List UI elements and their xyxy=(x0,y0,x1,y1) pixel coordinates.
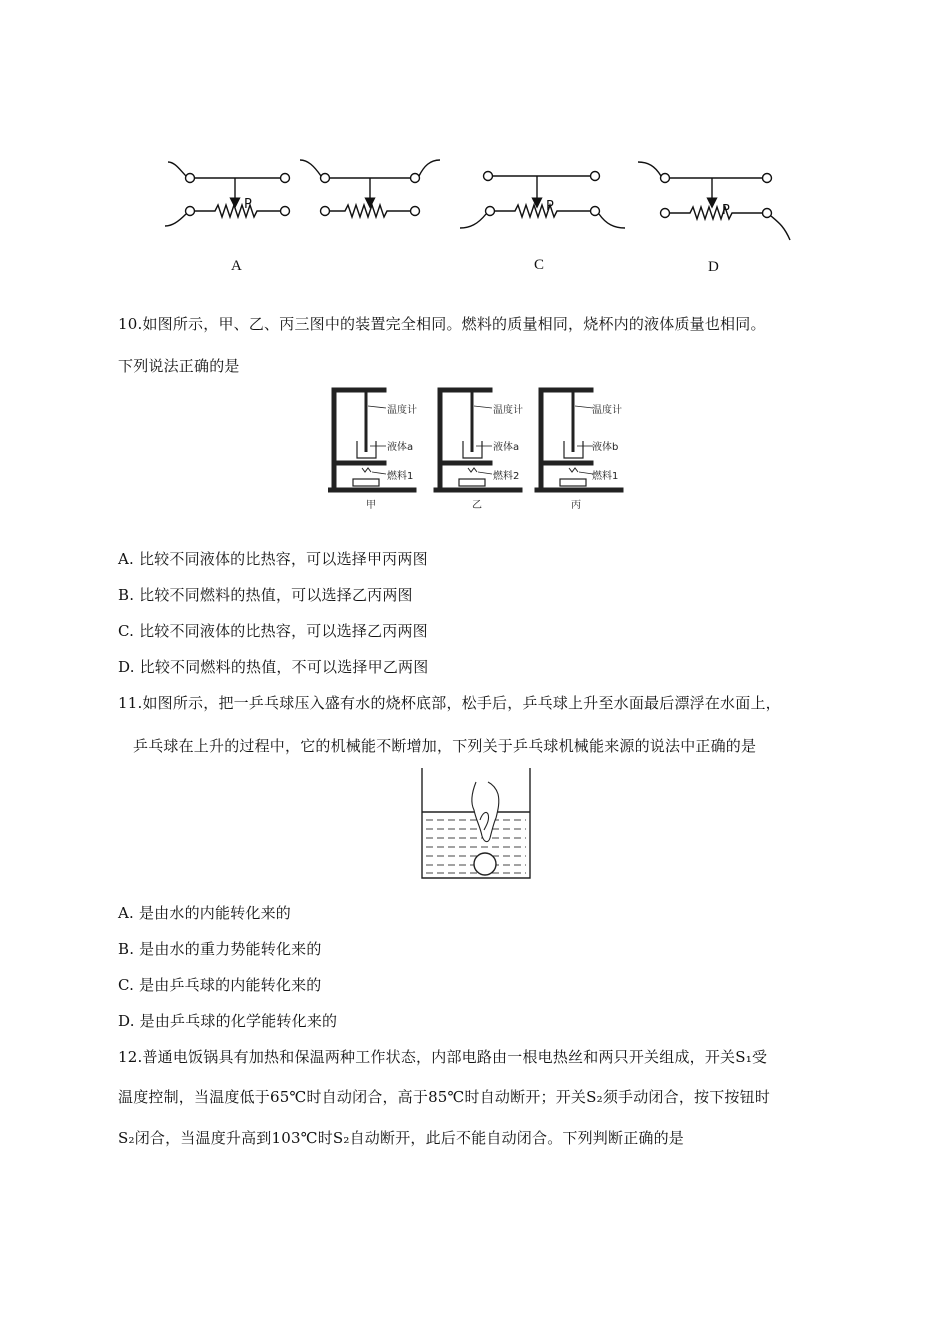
rheostat-a xyxy=(165,162,290,226)
liquid-label-3: 液体b xyxy=(592,442,619,453)
rheostat-b xyxy=(300,160,440,217)
caption-2: 乙 xyxy=(472,500,482,511)
option-label-c: C xyxy=(534,257,545,273)
q10-option-c: C. 比较不同液体的比热容，可以选择乙丙两图 xyxy=(118,622,428,640)
q10-option-d: D. 比较不同燃料的热值，不可以选择甲乙两图 xyxy=(118,658,429,676)
q10-stem-line1: 10.如图所示，甲、乙、丙三图中的装置完全相同。燃料的质量相同，烧杯内的液体质量也相同。 xyxy=(118,315,766,333)
thermometer-label-1: 温度计 xyxy=(387,405,417,416)
q11-option-d: D. 是由乒乓球的化学能转化来的 xyxy=(118,1012,338,1030)
q10-option-a: A. 比较不同液体的比热容，可以选择甲丙两图 xyxy=(118,550,428,568)
q11-stem-line1: 11.如图所示，把一乒乓球压入盛有水的烧杯底部，松手后，乒乓球上升至水面最后漂浮在水面上， xyxy=(118,694,781,712)
q12-line1: 12.普通电饭锅具有加热和保温两种工作状态，内部电路由一根电热丝和两只开关组成，开关S₁受 xyxy=(118,1048,768,1066)
q10-option-b: B. 比较不同燃料的热值，可以选择乙丙两图 xyxy=(118,586,413,604)
option-label-d: D xyxy=(708,259,719,275)
liquid-label-2: 液体a xyxy=(493,442,520,453)
option-label-a: A xyxy=(231,258,242,274)
heat-experiment-figure xyxy=(328,386,628,514)
liquid-label-1: 液体a xyxy=(387,442,414,453)
rheostat-d xyxy=(638,162,790,240)
fuel-label-2: 燃料2 xyxy=(493,471,520,482)
slider-label-d: P xyxy=(722,203,730,218)
q11-option-b: B. 是由水的重力势能转化来的 xyxy=(118,940,322,958)
pingpong-beaker-figure xyxy=(418,766,536,882)
thermometer-label-3: 温度计 xyxy=(592,405,622,416)
hand-icon xyxy=(472,782,499,842)
q11-option-c: C. 是由乒乓球的内能转化来的 xyxy=(118,976,322,994)
fuel-label-3: 燃料1 xyxy=(592,471,619,482)
pingpong-ball xyxy=(474,853,496,875)
rheostat-c xyxy=(460,172,625,229)
q10-stem-line2: 下列说法正确的是 xyxy=(118,357,240,375)
slider-label-c: P xyxy=(546,199,554,214)
fuel-label-1: 燃料1 xyxy=(387,471,414,482)
caption-3: 丙 xyxy=(571,500,581,511)
q12-line3: S₂闭合，当温度升高到103℃时S₂自动断开，此后不能自动闭合。下列判断正确的是 xyxy=(118,1129,684,1147)
slider-label-a: P xyxy=(244,197,252,212)
caption-1: 甲 xyxy=(366,500,376,511)
q11-stem-line2: 乒乓球在上升的过程中，它的机械能不断增加，下列关于乒乓球机械能来源的说法中正确的是 xyxy=(133,737,757,755)
q12-line2: 温度控制，当温度低于65℃时自动闭合，高于85℃时自动断开；开关S₂须手动闭合，按下按钮时 xyxy=(118,1088,771,1106)
rheostat-options-figure xyxy=(150,150,810,250)
q11-option-a: A. 是由水的内能转化来的 xyxy=(118,904,291,922)
thermometer-label-2: 温度计 xyxy=(493,405,523,416)
